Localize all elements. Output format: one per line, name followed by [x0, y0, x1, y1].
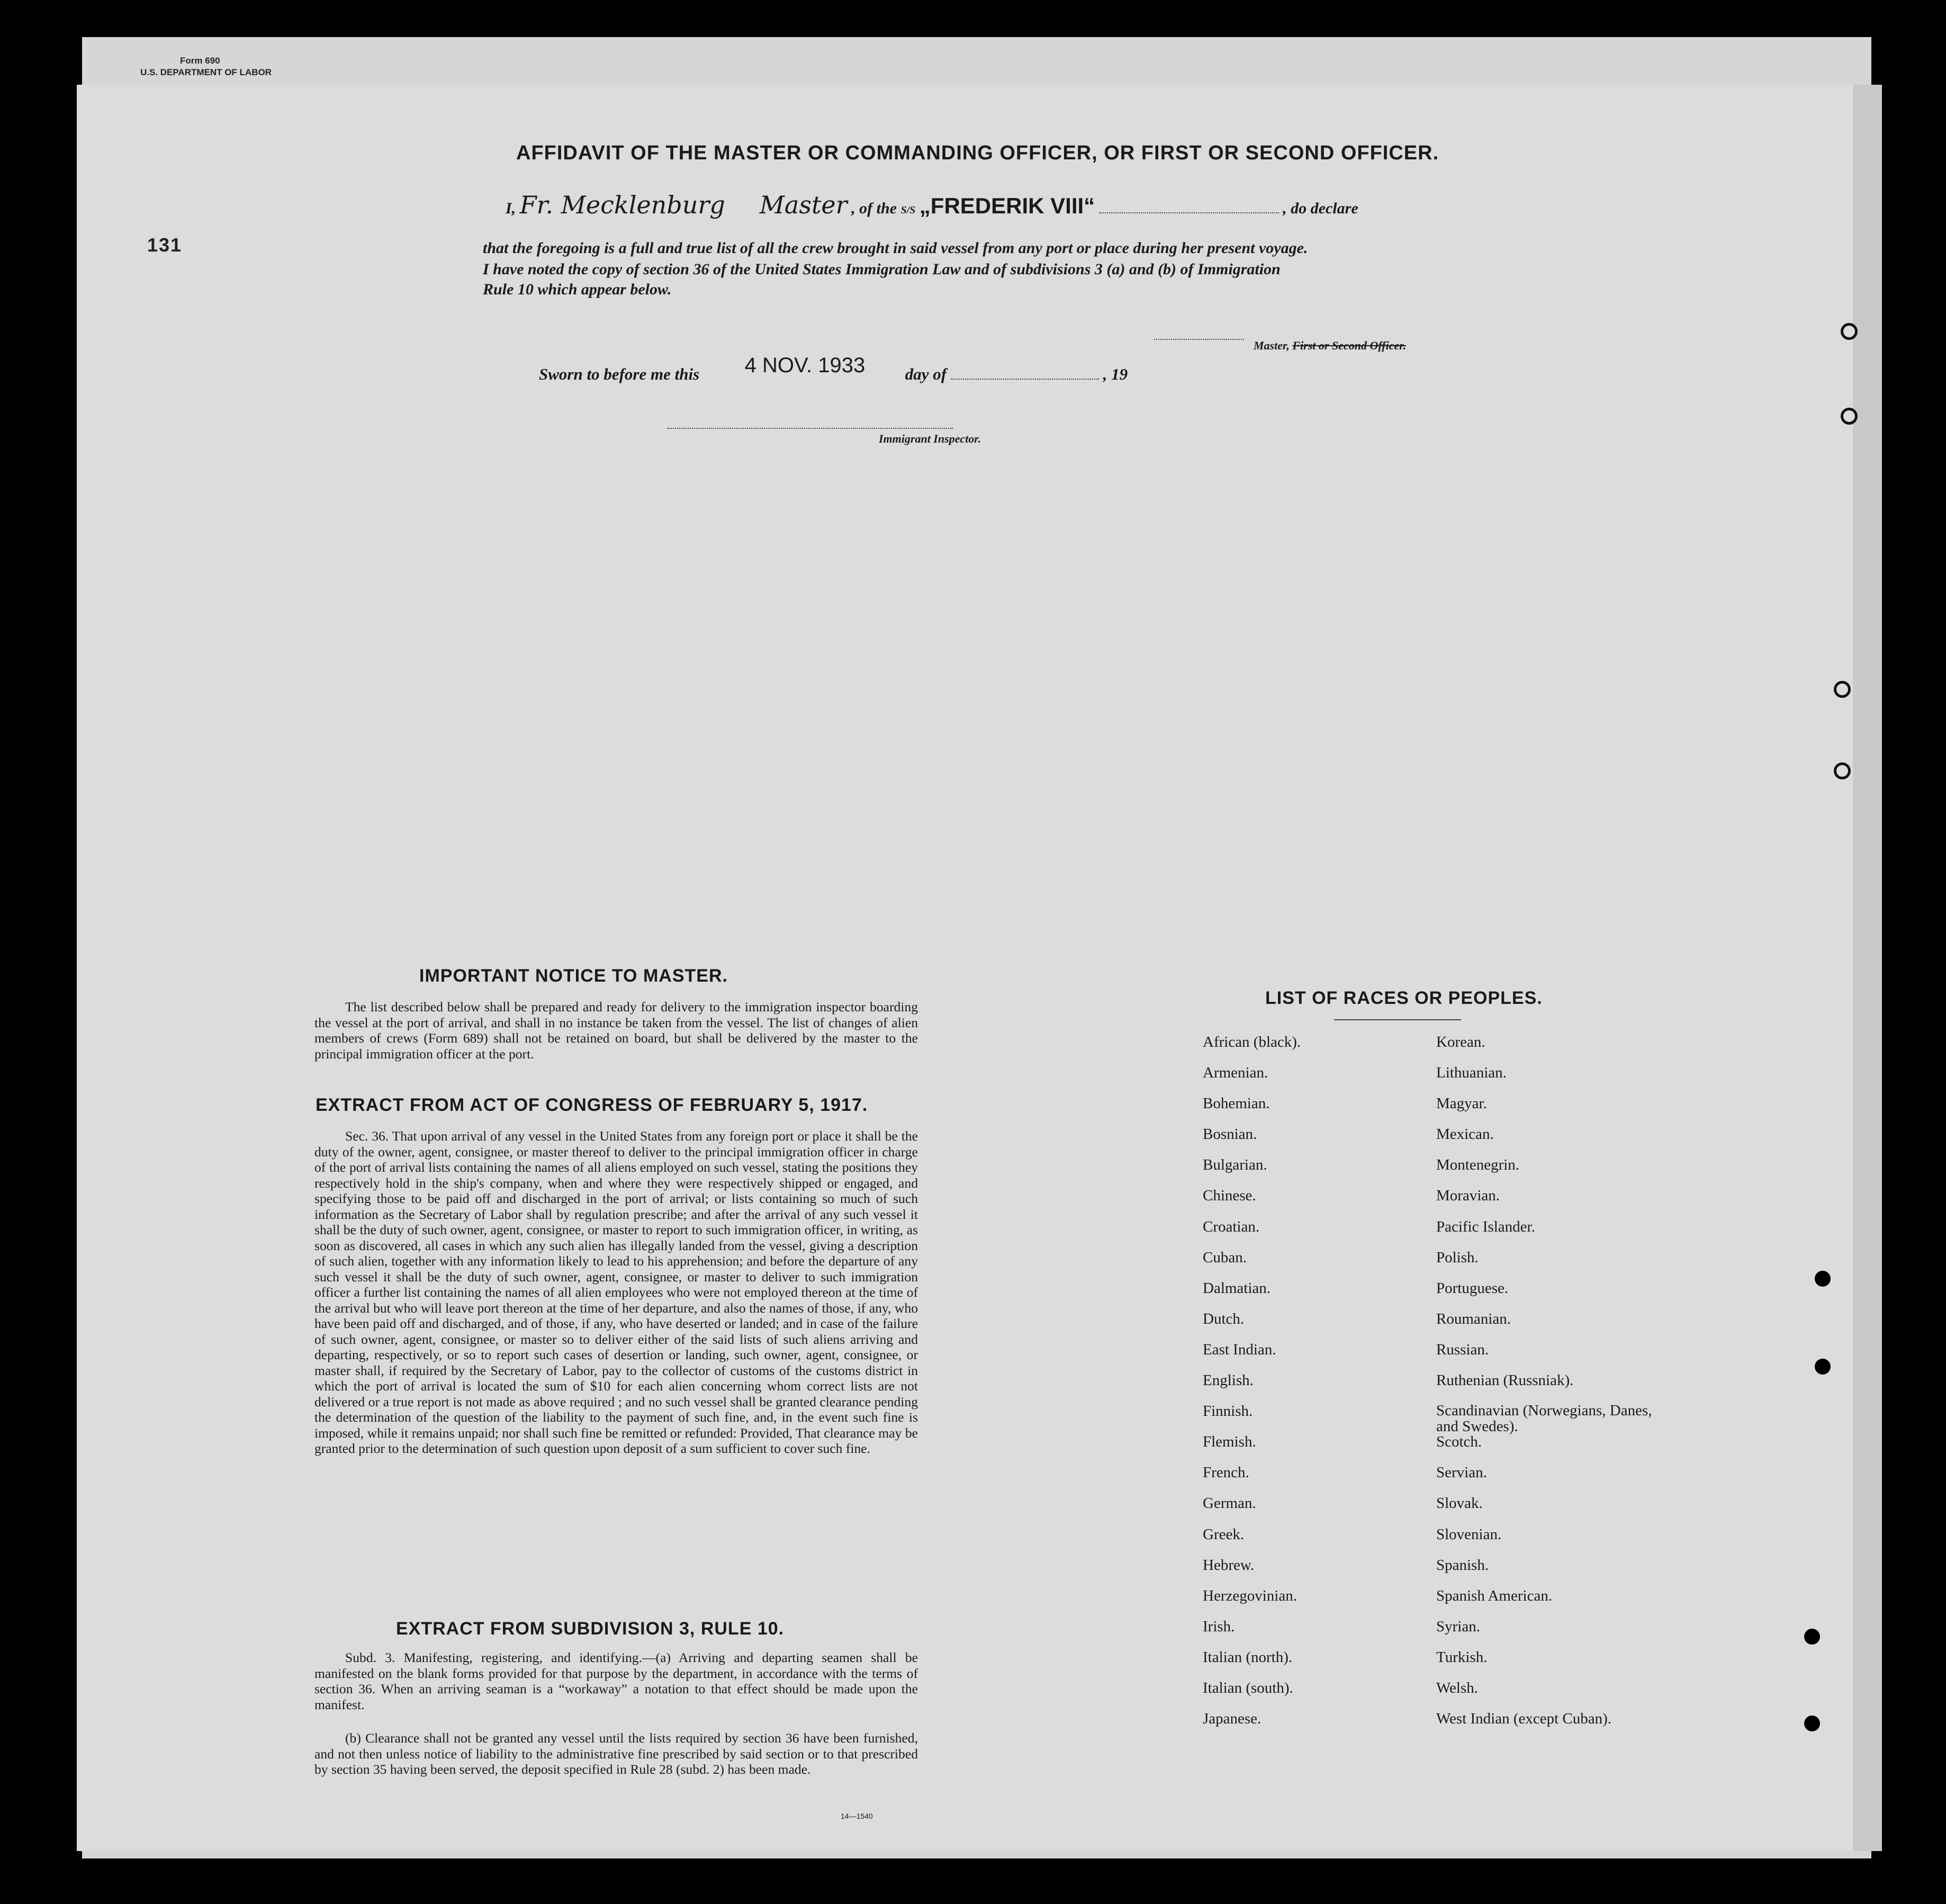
race-item: Armenian. — [1203, 1064, 1268, 1082]
race-item: Pacific Islander. — [1436, 1218, 1535, 1235]
race-item: Bulgarian. — [1203, 1156, 1267, 1174]
notice-title: IMPORTANT NOTICE TO MASTER. — [419, 966, 728, 986]
race-item: Hebrew. — [1203, 1556, 1255, 1574]
race-item: Dutch. — [1203, 1310, 1245, 1327]
race-item: Italian (south). — [1203, 1679, 1293, 1696]
race-item: Montenegrin. — [1436, 1156, 1520, 1174]
race-item: Russian. — [1436, 1341, 1489, 1358]
master-signature: Fr. Mecklenburg — [519, 191, 725, 219]
race-item: East Indian. — [1203, 1341, 1276, 1358]
race-item: Scotch. — [1436, 1433, 1482, 1451]
race-item: Slovenian. — [1436, 1525, 1502, 1543]
struck-officer-label: First or Second Officer. — [1292, 339, 1407, 352]
race-item: Polish. — [1436, 1249, 1479, 1266]
master-officer-label — [1254, 339, 1406, 353]
race-item: Cuban. — [1203, 1249, 1247, 1266]
page-marker: 131 — [147, 234, 183, 256]
race-item: Roumanian. — [1436, 1310, 1511, 1327]
rule-extract-title: EXTRACT FROM SUBDIVISION 3, RULE 10. — [396, 1619, 785, 1639]
rule-extract-text-b: (b) Clearance shall not be granted any vessel until the lists required by section 36 have been furnished, and not then unless notice of liability to the administrative fine prescribed by said section or to that prescribed by section 35 having been served, the deposit specified in Rule 28 (subd. 2) has been made. — [314, 1730, 918, 1777]
race-item: English. — [1203, 1372, 1254, 1389]
master-role-handwritten: Master — [759, 191, 848, 219]
binder-hole-icon — [1804, 1629, 1820, 1645]
race-item: Flemish. — [1203, 1433, 1256, 1451]
rule-extract-text-a: Subd. 3. Manifesting, registering, and identifying.—(a) Arriving and departing seamen shall be manifested on the blank forms provided for that purpose by the department, in accordance with the terms of section 36. When an arriving seaman is a “workaway” a notation to that effect should be made upon the manifest. — [314, 1650, 918, 1712]
inspector-signature-line — [667, 418, 953, 432]
race-item: Bosnian. — [1203, 1126, 1257, 1143]
races-left-column — [1203, 1034, 1301, 1741]
affidavit-line-4: Rule 10 which appear below. — [483, 281, 672, 298]
race-item: Dalmatian. — [1203, 1279, 1271, 1297]
race-item: Turkish. — [1436, 1648, 1488, 1666]
race-item: Slovak. — [1436, 1495, 1483, 1512]
affidavit-title: AFFIDAVIT OF THE MASTER OR COMMANDING OFFICER, OR FIRST OR SECOND OFFICER. — [516, 142, 1439, 164]
declare-text: , do declare — [1283, 200, 1358, 217]
affidavit-line-3: I have noted the copy of section 36 of the United States Immigration Law and of subdivisions 3 (a) and (b) of Immigration — [483, 261, 1281, 278]
line-prefix: I, — [506, 200, 516, 217]
race-item: Spanish. — [1436, 1556, 1489, 1574]
race-item: Ruthenian (Russniak). — [1436, 1372, 1574, 1389]
affidavit-line-2: that the foregoing is a full and true list of all the crew brought in said vessel from any port or place during her present voyage. — [483, 239, 1308, 257]
sworn-line — [539, 354, 1128, 385]
race-item: Portuguese. — [1436, 1279, 1509, 1297]
race-item: Croatian. — [1203, 1218, 1260, 1235]
inspector-label: Immigrant Inspector. — [879, 432, 981, 445]
races-title: LIST OF RACES OR PEOPLES. — [1265, 988, 1543, 1008]
binder-hole-icon — [1815, 1359, 1831, 1375]
binder-hole-icon — [1841, 408, 1858, 425]
master-label: Master, — [1254, 339, 1290, 352]
binder-hole-icon — [1815, 1271, 1831, 1287]
race-item: Lithuanian. — [1436, 1064, 1507, 1082]
year-text: , 19 — [1103, 365, 1128, 383]
form-number: Form 690 — [180, 56, 220, 66]
master-signature-line — [1154, 329, 1244, 343]
binder-hole-icon — [1804, 1716, 1820, 1731]
footer-form-number: 14—1540 — [841, 1812, 873, 1820]
race-item: Greek. — [1203, 1525, 1245, 1543]
race-item: Moravian. — [1436, 1187, 1500, 1205]
vessel-name: „FREDERIK VIII“ — [919, 193, 1095, 218]
race-item: Finnish. — [1203, 1403, 1253, 1420]
vessel-prefix: S/S — [900, 204, 916, 216]
race-item: Herzegovinian. — [1203, 1587, 1297, 1604]
notice-text: The list described below shall be prepared and ready for delivery to the immigration inspector boarding the vessel at the port of arrival, and shall in no instance be taken from the vessel. The list of changes of alien members of crews (Form 689) shall not be retained on board, but shall be delivered by the master to the principal immigration officer at the port. — [314, 999, 918, 1062]
races-right-column — [1436, 1034, 1664, 1741]
race-item: West Indian (except Cuban). — [1436, 1710, 1612, 1728]
race-item: Mexican. — [1436, 1126, 1494, 1143]
race-item: African (black). — [1203, 1034, 1301, 1050]
act-extract-text: Sec. 36. That upon arrival of any vessel in the United States from any foreign port or place it shall be the duty of the owner, agent, consignee, or master thereof to deliver to the principal immigration officer in charge of the port of arrival lists containing the names of all aliens employed on such vessel, stating the positions they respectively hold in the ship's company, when and where they were respectively shipped or engaged, and specifying those to be paid off and discharged in the port of arrival; or lists containing so much of such information as the Secretary of Labor shall by regulation prescribe; and after the arrival of any such vessel it shall be the duty of such owner, agent, consignee, or master to report to such immigration officer, in writing, as soon as discovered, all cases in which any such alien has illegally landed from the vessel, giving a description of such alien, together with any information likely to lead to his apprehension; and before the departure of any such vessel it shall be the duty of such owner, agent, consignee, or master to deliver to such immigration officer a further list containing the names of all alien employees who were not employed thereon at the time of the arrival but who will leave port thereon at the time of her departure, and also the names of those, if any, who have been paid off and discharged, and of those, if any, who have deserted or landed; and in case of the failure of such owner, agent, consignee, or master so to deliver either of the said lists of such aliens arriving and departing, respectively, or so to report such cases of desertion or landing, such owner, agent, consignee, or master shall, if required by the Secretary of Labor, pay to the collector of customs of the customs district in which the port of arrival is located the sum of $10 for each alien concerning whom correct lists are not delivered or a true report is not made as above required ; and no such vessel shall be granted clearance pending the determination of the question of the liability to the payment of such fine, and, in the event such fine is imposed, while it remains unpaid; nor shall such fine be remitted or refunded: Provided, That clearance may be granted prior to the determination of such question upon deposit of a sum sufficient to cover such fine. — [314, 1128, 918, 1456]
sworn-date-stamp: 4 NOV. 1933 — [744, 354, 866, 377]
binder-hole-icon — [1841, 323, 1858, 340]
day-of-text: day of — [905, 365, 947, 383]
act-extract-title: EXTRACT FROM ACT OF CONGRESS OF FEBRUARY 5, 1917. — [316, 1095, 868, 1115]
title-rule — [1334, 1019, 1461, 1020]
race-item: Spanish American. — [1436, 1587, 1553, 1604]
affidavit-line-1 — [506, 191, 1358, 219]
binder-hole-icon — [1834, 681, 1851, 698]
race-item: Chinese. — [1203, 1187, 1256, 1205]
race-item: Japanese. — [1203, 1710, 1262, 1728]
race-item: Italian (north). — [1203, 1648, 1293, 1666]
race-item: Irish. — [1203, 1618, 1235, 1635]
race-item: Magyar. — [1436, 1095, 1487, 1112]
race-item: Bohemian. — [1203, 1095, 1270, 1112]
page-edge — [1853, 85, 1882, 1851]
race-item: Servian. — [1436, 1464, 1487, 1481]
race-item: Scandinavian (Norwegians, Danes, and Swedes). — [1436, 1402, 1652, 1435]
department-name: U.S. DEPARTMENT OF LABOR — [140, 67, 272, 77]
race-item: French. — [1203, 1464, 1249, 1481]
binder-hole-icon — [1834, 762, 1851, 779]
race-item: German. — [1203, 1495, 1256, 1512]
race-item: Syrian. — [1436, 1618, 1480, 1635]
sworn-text: Sworn to before me this — [539, 365, 700, 383]
race-item: Welsh. — [1436, 1679, 1479, 1696]
race-item: Korean. — [1436, 1034, 1485, 1050]
of-the-text: , of the — [851, 200, 897, 217]
form-corner-label — [140, 55, 272, 78]
